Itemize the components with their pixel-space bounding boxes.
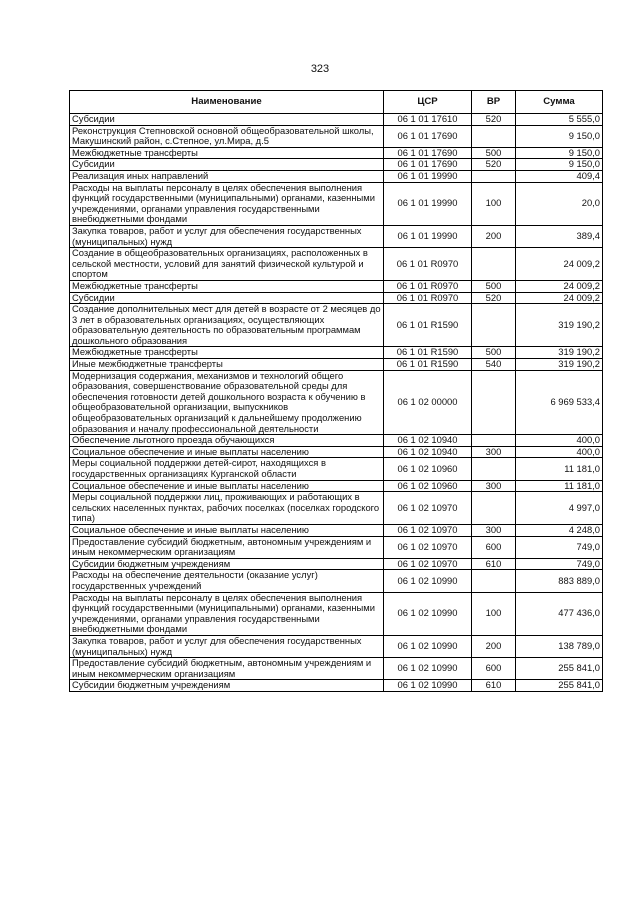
vr-cell: 200 (472, 635, 516, 657)
csr-cell: 06 1 01 17610 (384, 114, 472, 126)
table-row (70, 536, 603, 558)
csr-cell: 06 1 02 10990 (384, 570, 472, 592)
table-row (70, 359, 603, 371)
table-header (70, 91, 603, 114)
name-cell: Межбюджетные трансферты (70, 280, 384, 292)
name-cell: Модернизация содержания, механизмов и технологий общего образования, совершенствование образовательной среды для обеспечения готовности детей дошкольного возраста к обучению в общеобразовательной организации, выпускников общеобразовательных организаций к дальнейшему продолжению образования и началу профессиональной деятельности (70, 370, 384, 435)
name-cell: Обеспечение льготного проезда обучающихся (70, 435, 384, 447)
table-row (70, 370, 603, 435)
header-name: Наименование (70, 91, 384, 114)
vr-cell: 300 (472, 446, 516, 458)
name-cell: Социальное обеспечение и иные выплаты населению (70, 524, 384, 536)
table-row (70, 635, 603, 657)
sum-cell: 319 190,2 (516, 304, 603, 347)
sum-cell: 400,0 (516, 446, 603, 458)
csr-cell: 06 1 01 R1590 (384, 347, 472, 359)
sum-cell: 138 789,0 (516, 635, 603, 657)
csr-cell: 06 1 02 10990 (384, 592, 472, 635)
name-cell: Предоставление субсидий бюджетным, автономным учреждениям и иным некоммерческим организациям (70, 658, 384, 680)
vr-cell (472, 492, 516, 525)
budget-table (69, 90, 603, 692)
name-cell: Реконструкция Степновской основной общеобразовательной школы, Макушинский район, с.Степное, ул.Мира, д.5 (70, 125, 384, 147)
sum-cell: 749,0 (516, 536, 603, 558)
name-cell: Расходы на обеспечение деятельности (оказание услуг) государственных учреждений (70, 570, 384, 592)
table-row (70, 680, 603, 692)
csr-cell: 06 1 01 19990 (384, 225, 472, 247)
table-row (70, 435, 603, 447)
name-cell: Межбюджетные трансферты (70, 147, 384, 159)
csr-cell: 06 1 02 10970 (384, 524, 472, 536)
vr-cell: 520 (472, 292, 516, 304)
csr-cell: 06 1 01 R1590 (384, 359, 472, 371)
vr-cell: 100 (472, 182, 516, 225)
csr-cell: 06 1 01 17690 (384, 159, 472, 171)
vr-cell: 610 (472, 558, 516, 570)
name-cell: Иные межбюджетные трансферты (70, 359, 384, 371)
name-cell: Меры социальной поддержки лиц, проживающих и работающих в сельских населенных пунктах, рабочих поселках (поселках городского типа) (70, 492, 384, 525)
table-row (70, 225, 603, 247)
csr-cell: 06 1 02 10960 (384, 458, 472, 480)
csr-cell: 06 1 01 19990 (384, 170, 472, 182)
header-sum: Сумма (516, 91, 603, 114)
sum-cell: 389,4 (516, 225, 603, 247)
name-cell: Социальное обеспечение и иные выплаты населению (70, 446, 384, 458)
vr-cell: 500 (472, 147, 516, 159)
vr-cell: 500 (472, 347, 516, 359)
sum-cell: 11 181,0 (516, 480, 603, 492)
name-cell: Субсидии бюджетным учреждениям (70, 558, 384, 570)
csr-cell: 06 1 02 10970 (384, 536, 472, 558)
csr-cell: 06 1 01 R1590 (384, 304, 472, 347)
csr-cell: 06 1 02 10990 (384, 658, 472, 680)
table-row (70, 292, 603, 304)
name-cell: Создание дополнительных мест для детей в возрасте от 2 месяцев до 3 лет в образовательных организациях, осуществляющих образовательную деятельность по образовательным программам дошкольного образования (70, 304, 384, 347)
sum-cell: 319 190,2 (516, 347, 603, 359)
table-row (70, 147, 603, 159)
csr-cell: 06 1 01 R0970 (384, 248, 472, 281)
table-row (70, 458, 603, 480)
csr-cell: 06 1 01 17690 (384, 125, 472, 147)
csr-cell: 06 1 02 10960 (384, 480, 472, 492)
csr-cell: 06 1 02 10940 (384, 446, 472, 458)
table-row (70, 446, 603, 458)
sum-cell: 749,0 (516, 558, 603, 570)
header-vr: ВР (472, 91, 516, 114)
name-cell: Реализация иных направлений (70, 170, 384, 182)
page-number: 323 (310, 63, 330, 75)
vr-cell (472, 248, 516, 281)
vr-cell: 600 (472, 658, 516, 680)
name-cell: Закупка товаров, работ и услуг для обеспечения государственных (муниципальных) нужд (70, 635, 384, 657)
sum-cell: 9 150,0 (516, 125, 603, 147)
vr-cell: 300 (472, 524, 516, 536)
name-cell: Расходы на выплаты персоналу в целях обеспечения выполнения функций государственными (муниципальными) органами, казенными учреждениями, органами управления государственными внебюджетными фондами (70, 182, 384, 225)
name-cell: Расходы на выплаты персоналу в целях обеспечения выполнения функций государственными (муниципальными) органами, казенными учреждениями, органами управления государственными внебюджетными фондами (70, 592, 384, 635)
sum-cell: 24 009,2 (516, 248, 603, 281)
table-row (70, 114, 603, 126)
table-row (70, 492, 603, 525)
vr-cell (472, 370, 516, 435)
vr-cell (472, 570, 516, 592)
vr-cell: 100 (472, 592, 516, 635)
sum-cell: 11 181,0 (516, 458, 603, 480)
csr-cell: 06 1 02 10990 (384, 680, 472, 692)
csr-cell: 06 1 01 R0970 (384, 280, 472, 292)
name-cell: Создание в общеобразовательных организациях, расположенных в сельской местности, условий для занятий физической культурой и спортом (70, 248, 384, 281)
sum-cell: 5 555,0 (516, 114, 603, 126)
name-cell: Субсидии бюджетным учреждениям (70, 680, 384, 692)
sum-cell: 319 190,2 (516, 359, 603, 371)
vr-cell: 200 (472, 225, 516, 247)
table-body (70, 114, 603, 692)
name-cell: Межбюджетные трансферты (70, 347, 384, 359)
table-row (70, 558, 603, 570)
sum-cell: 4 248,0 (516, 524, 603, 536)
sum-cell: 255 841,0 (516, 658, 603, 680)
table-row (70, 570, 603, 592)
table-row (70, 159, 603, 171)
table-row (70, 248, 603, 281)
csr-cell: 06 1 02 10940 (384, 435, 472, 447)
sum-cell: 409,4 (516, 170, 603, 182)
vr-cell: 540 (472, 359, 516, 371)
vr-cell: 520 (472, 114, 516, 126)
table-row (70, 592, 603, 635)
sum-cell: 477 436,0 (516, 592, 603, 635)
vr-cell: 300 (472, 480, 516, 492)
vr-cell: 610 (472, 680, 516, 692)
sum-cell: 9 150,0 (516, 159, 603, 171)
table-row (70, 182, 603, 225)
sum-cell: 400,0 (516, 435, 603, 447)
table-row (70, 480, 603, 492)
sum-cell: 24 009,2 (516, 292, 603, 304)
table-row (70, 125, 603, 147)
sum-cell: 20,0 (516, 182, 603, 225)
sum-cell: 9 150,0 (516, 147, 603, 159)
csr-cell: 06 1 01 19990 (384, 182, 472, 225)
vr-cell (472, 458, 516, 480)
sum-cell: 24 009,2 (516, 280, 603, 292)
name-cell: Предоставление субсидий бюджетным, автономным учреждениям и иным некоммерческим организациям (70, 536, 384, 558)
csr-cell: 06 1 01 17690 (384, 147, 472, 159)
name-cell: Социальное обеспечение и иные выплаты населению (70, 480, 384, 492)
csr-cell: 06 1 02 10970 (384, 558, 472, 570)
name-cell: Субсидии (70, 159, 384, 171)
sum-cell: 4 997,0 (516, 492, 603, 525)
name-cell: Меры социальной поддержки детей-сирот, находящихся в государственных организациях Курганской области (70, 458, 384, 480)
csr-cell: 06 1 02 10970 (384, 492, 472, 525)
header-csr: ЦСР (384, 91, 472, 114)
name-cell: Закупка товаров, работ и услуг для обеспечения государственных (муниципальных) нужд (70, 225, 384, 247)
vr-cell (472, 435, 516, 447)
vr-cell: 520 (472, 159, 516, 171)
table-row (70, 347, 603, 359)
sum-cell: 883 889,0 (516, 570, 603, 592)
table-row (70, 304, 603, 347)
name-cell: Субсидии (70, 114, 384, 126)
sum-cell: 255 841,0 (516, 680, 603, 692)
csr-cell: 06 1 02 00000 (384, 370, 472, 435)
table-row (70, 658, 603, 680)
table-row (70, 524, 603, 536)
sum-cell: 6 969 533,4 (516, 370, 603, 435)
table-row (70, 280, 603, 292)
csr-cell: 06 1 01 R0970 (384, 292, 472, 304)
vr-cell (472, 304, 516, 347)
csr-cell: 06 1 02 10990 (384, 635, 472, 657)
table-row (70, 170, 603, 182)
vr-cell (472, 125, 516, 147)
name-cell: Субсидии (70, 292, 384, 304)
vr-cell: 600 (472, 536, 516, 558)
vr-cell: 500 (472, 280, 516, 292)
vr-cell (472, 170, 516, 182)
header-row (70, 91, 603, 114)
